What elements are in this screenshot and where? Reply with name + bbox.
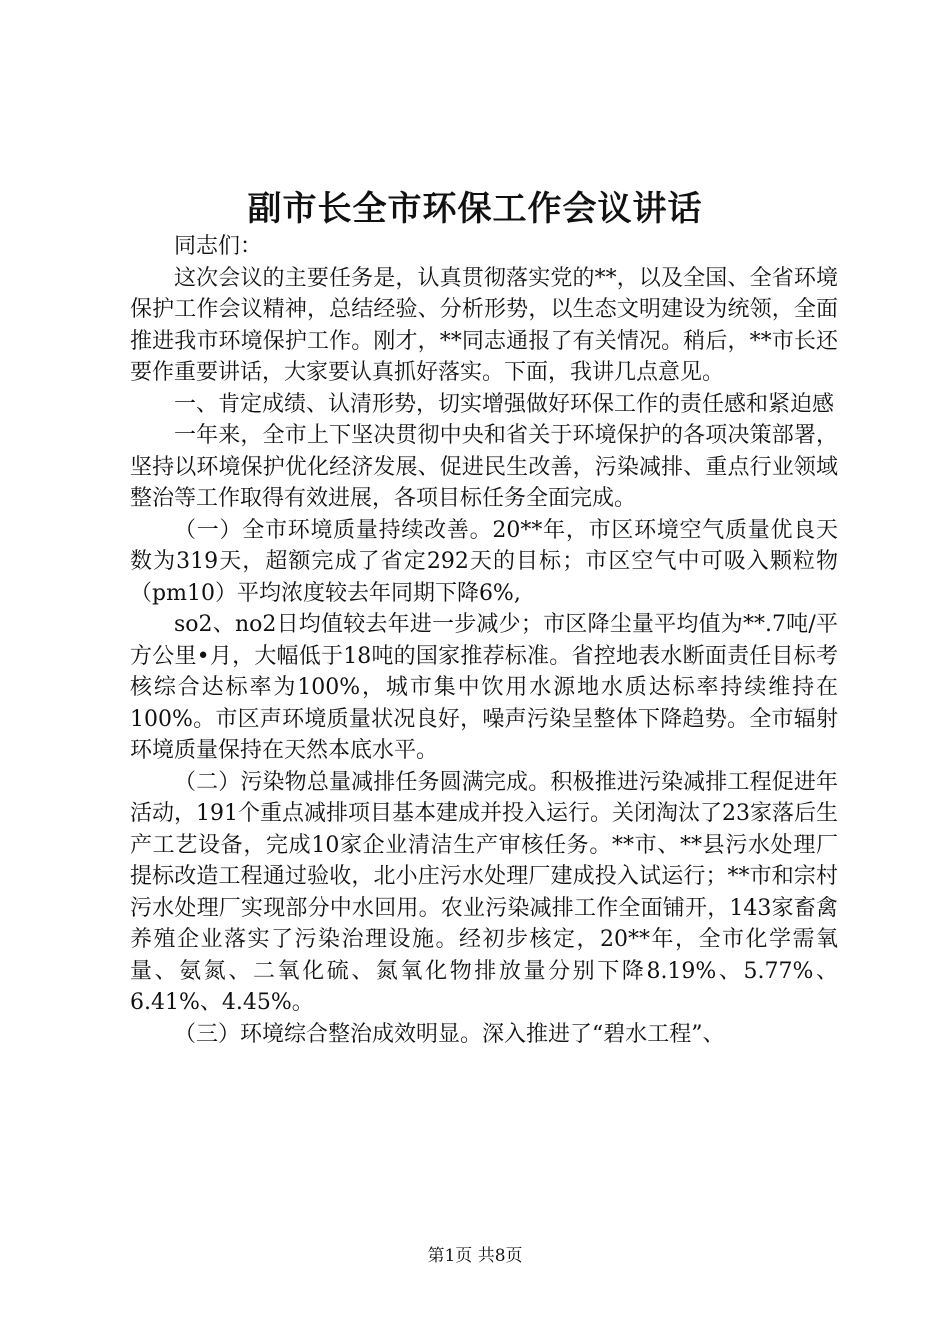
salutation: 同志们： [174, 234, 263, 259]
paragraph-item-2: （二）污染物总量减排任务圆满完成。积极推进污染减排工程促进年活动，191个重点减排项目基本建成并投入运行。关闭淘汰了23家落后生产工艺设备，完成10家企业清洁生产审核任务。**市、**县污水处理厂提标改造工程通过验收，北小庄污水处理厂建成投入试运行；**市和宗村污水处理厂实现部分中水回用。农业污染减排工作全面铺开，143家畜禽养殖企业落实了污染治理设施。经初步核定，20**年，全市化学需氧量、氨氮、二氧化硫、氮氧化物排放量分别下降8.19%、5.77%、6.41%、4.45%。 [130, 769, 838, 1015]
paragraph-item-1: （一）全市环境质量持续改善。20**年，市区环境空气质量优良天数为319天，超额完成了省定292天的目标；市区空气中可吸入颗粒物（pm10）平均浓度较去年同期下降6%, [130, 517, 838, 606]
paragraph-overview: 一年来，全市上下坚决贯彻中央和省关于环境保护的各项决策部署，坚持以环境保护优化经济发展、促进民生改善，污染减排、重点行业领域整治等工作取得有效进展，各项目标任务全面完成。 [130, 423, 838, 511]
paragraph-item-3: （三）环境综合整治成效明显。深入推进了“碧水工程”、 [174, 1021, 725, 1047]
paragraph-intro: 这次会议的主要任务是，认真贯彻落实党的**，以及全国、全省环境保护工作会议精神，总结经验、分析形势，以生态文明建设为统领，全面推进我市环境保护工作。刚才，**同志通报了有关情况。稍后，**市长还要作重要讲话，大家要认真抓好落实。下面，我讲几点意见。 [130, 265, 838, 385]
paragraph-item-1-continued: so2、no2日均值较去年进一步减少；市区降尘量平均值为**.7吨/平方公里•月，大幅低于18吨的国家推荐标准。省控地表水断面责任目标考核综合达标率为100%，城市集中饮用水源地水质达标率持续维持在100%。市区声环境质量状况良好，噪声污染呈整体下降趋势。全市辐射环境质量保持在天然本底水平。 [130, 612, 838, 763]
section-heading-1: 一、肯定成绩、认清形势，切实增强做好环保工作的责任感和紧迫感 [174, 391, 835, 417]
document-body [130, 231, 838, 1050]
page-title: 副市长全市环保工作会议讲话 [247, 189, 703, 229]
page-number: 第1页 共8页 [427, 1246, 523, 1266]
